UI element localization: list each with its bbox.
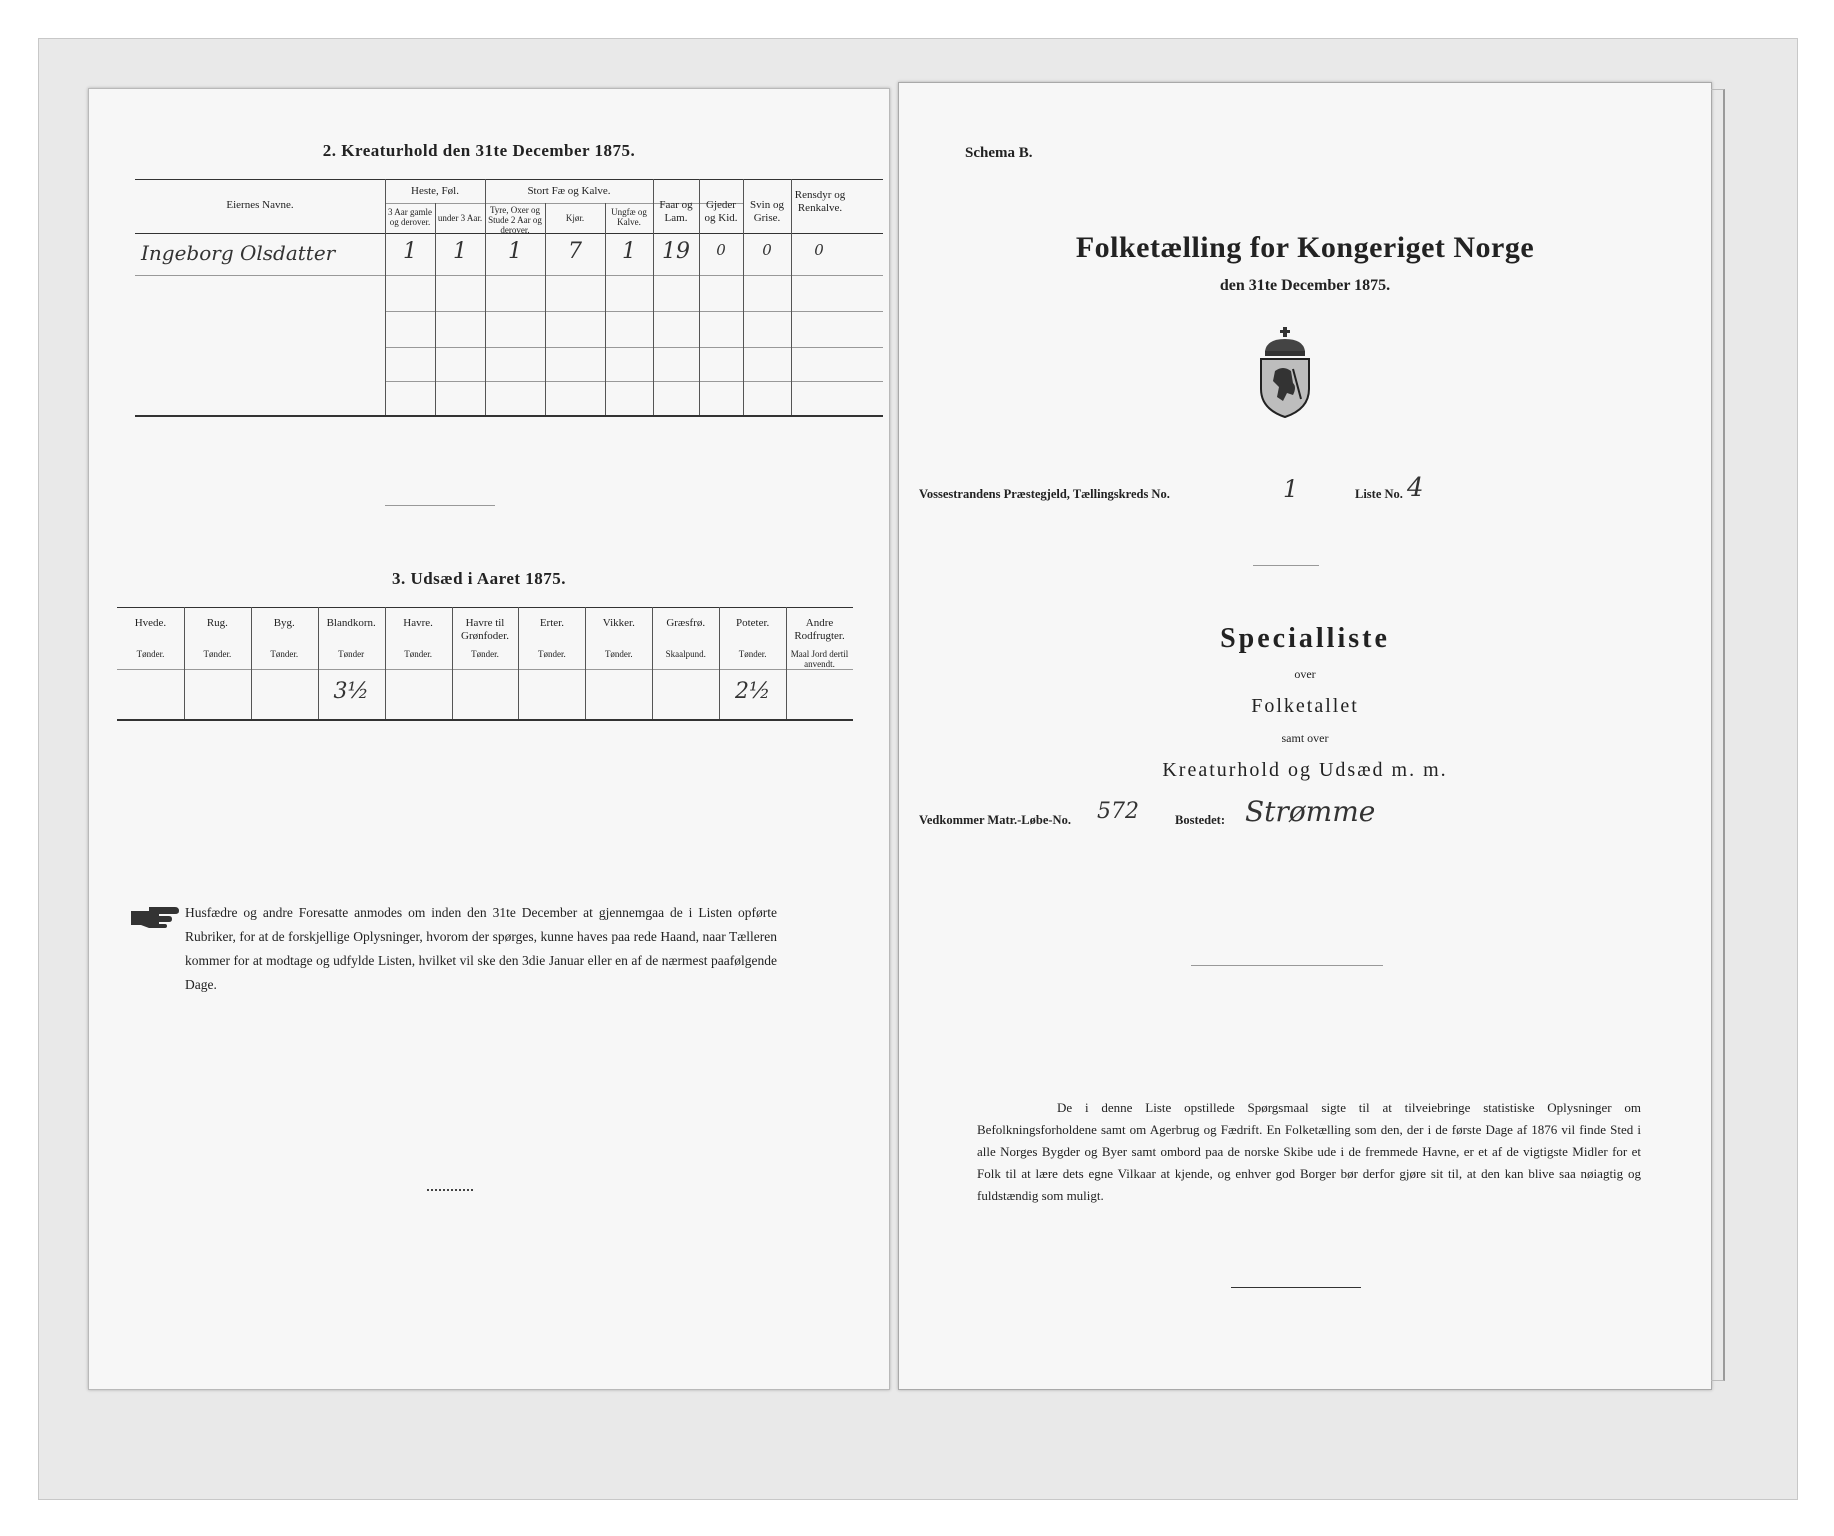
- s2-row-rule: [385, 381, 883, 382]
- s3-unit: Tønder: [338, 649, 365, 659]
- s3-header: Græsfrø.: [666, 617, 706, 629]
- liste-number: 4: [1407, 473, 1424, 503]
- s2-col-rule: [699, 179, 700, 415]
- gjeder-value: 0: [716, 241, 726, 259]
- s2-row-rule: [135, 275, 883, 276]
- col-owner-header: Eiernes Navne.: [226, 199, 294, 211]
- s3-unit: Skaalpund.: [665, 649, 706, 659]
- kjor-value: 7: [568, 239, 582, 264]
- s2-col-rule: [485, 179, 486, 415]
- s2-col-rule: [743, 179, 744, 415]
- s3-unit: Tønder.: [203, 649, 232, 659]
- samt-over-text: samt over: [1281, 731, 1329, 745]
- bosted-label: Bostedet:: [1175, 813, 1225, 827]
- s3-top-rule: [117, 607, 853, 608]
- ungfae-value: 1: [622, 239, 636, 264]
- matr-label: Vedkommer Matr.-Løbe-No.: [919, 813, 1071, 827]
- s3-header: Vikker.: [602, 617, 635, 629]
- bosted-value: Strømme: [1245, 795, 1376, 828]
- parish-label: Vossestrandens Præstegjeld, Tællingskreds No.: [919, 487, 1170, 501]
- s2-col-rule: [435, 203, 436, 415]
- s3-header: Erter.: [539, 617, 564, 629]
- stort-sub1-header: Tyre, Oxer og Stude 2 Aar og derover.: [488, 205, 542, 235]
- s2-col-rule: [385, 179, 386, 415]
- s3-header: Poteter.: [735, 617, 770, 629]
- s2-top-rule: [135, 179, 883, 180]
- heste-sub2-header: under 3 Aar.: [437, 213, 483, 223]
- col-rensdyr-header: Rensdyr og Renkalve.: [794, 189, 846, 214]
- closing-rule: [1231, 1287, 1361, 1288]
- schema-label: Schema B.: [965, 145, 1033, 161]
- owner-name: Ingeborg Olsdatter: [141, 241, 336, 265]
- coat-of-arms-icon: [1253, 327, 1317, 419]
- s3-header: Hvede.: [134, 617, 167, 629]
- document-date: den 31te December 1875.: [1219, 277, 1391, 294]
- s3-header: Havre.: [403, 617, 433, 629]
- s2-col-rule: [791, 179, 792, 415]
- s2-row-rule: [385, 311, 883, 312]
- s2-bottom-rule: [135, 415, 883, 417]
- heste-sub1-header: 3 Aar gamle og derover.: [388, 207, 432, 227]
- divider: [385, 505, 495, 506]
- s3-header: Blandkorn.: [326, 617, 376, 629]
- s3-unit: Maal Jord dertil anvendt.: [790, 649, 849, 669]
- instruction-note: Husfædre og andre Foresatte anmodes om inden den 31te December at gjennemgaa de i Listen opførte Rubriker, for at de forskjellige Oplysninger, hvorom der spørges, kunne haves paa rede Haand, naar Tælleren kommer for at modtage og udfylde Listen, hvilket vil ske den 3die Januar eller en af de nærmest paafølgende Dage.: [185, 905, 777, 992]
- s3-header-rule: [117, 669, 853, 670]
- heste-3aar-value: 1: [403, 239, 417, 264]
- end-mark: [427, 1189, 473, 1191]
- right-page: [898, 82, 1712, 1390]
- folketallet-heading: Folketallet: [1251, 695, 1359, 717]
- document-title: Folketælling for Kongeriget Norge: [1075, 231, 1535, 264]
- stort-sub2-header: Kjør.: [565, 213, 585, 223]
- group-stort-header: Stort Fæ og Kalve.: [527, 185, 611, 197]
- s3-header: Andre Rodfrugter.: [794, 617, 845, 642]
- col-faar-header: Faar og Lam.: [659, 199, 693, 224]
- s3-unit: Tønder.: [471, 649, 499, 659]
- tyre-value: 1: [508, 239, 522, 264]
- divider: [1253, 565, 1319, 566]
- s3-header: Rug.: [206, 617, 228, 629]
- col-gjeder-header: Gjeder og Kid.: [704, 199, 738, 224]
- s2-col-rule: [545, 203, 546, 415]
- rensdyr-value: 0: [814, 241, 824, 259]
- pointing-hand-icon: [129, 903, 181, 929]
- s3-unit: Tønder.: [136, 649, 165, 659]
- s2-col-rule: [605, 203, 606, 415]
- over-text: over: [1294, 667, 1316, 681]
- heste-under3-value: 1: [453, 239, 467, 264]
- s3-value: 2½: [734, 679, 771, 704]
- liste-label: Liste No.: [1355, 487, 1403, 501]
- s2-col-rule: [653, 179, 654, 415]
- s3-unit: Tønder.: [538, 649, 566, 659]
- s3-unit: Tønder.: [404, 649, 432, 659]
- s2-row-rule: [385, 347, 883, 348]
- left-page: [88, 88, 890, 1390]
- faar-value: 19: [662, 239, 690, 264]
- section3-title: 3. Udsæd i Aaret 1875.: [391, 569, 567, 588]
- matr-number: 572: [1097, 799, 1139, 824]
- divider: [1191, 965, 1383, 966]
- kreaturhold-heading: Kreaturhold og Udsæd m. m.: [1162, 759, 1448, 781]
- kreds-number: 1: [1283, 475, 1299, 503]
- s3-bottom-rule: [117, 719, 853, 721]
- s3-header: Havre til Grønfoder.: [461, 617, 509, 642]
- s3-header: Byg.: [273, 617, 295, 629]
- info-paragraph: De i denne Liste opstillede Spørgsmaal sigte til at tilveiebringe statistiske Oplysninger om Befolkningsforholdene samt om Agerbrug og Fædrift. En Folketælling som den, der i de første Dage af 1876 vil finde Sted i alle Norges Bygder og Byer samt ombord paa de norske Skibe ude i de fremmede Havne, er et af de vigtigste Midler for et Folk til at lære dets egne Vilkaar at kjende, og enhver god Borger bør derfor gjøre sit til, at den kan blive saa nøiagtig og fuldstændig som muligt.: [977, 1100, 1641, 1203]
- section2-title: 2. Kreaturhold den 31te December 1875.: [322, 141, 636, 160]
- s3-unit: Tønder.: [604, 649, 633, 659]
- stort-sub3-header: Ungfæ og Kalve.: [611, 207, 647, 227]
- svin-value: 0: [762, 241, 772, 259]
- s3-unit: Tønder.: [270, 649, 299, 659]
- col-svin-header: Svin og Grise.: [750, 199, 784, 224]
- specialliste-heading: Specialliste: [1220, 623, 1390, 654]
- s3-value: 3½: [333, 679, 369, 704]
- s3-unit: Tønder.: [738, 649, 767, 659]
- group-heste-header: Heste, Føl.: [411, 185, 459, 197]
